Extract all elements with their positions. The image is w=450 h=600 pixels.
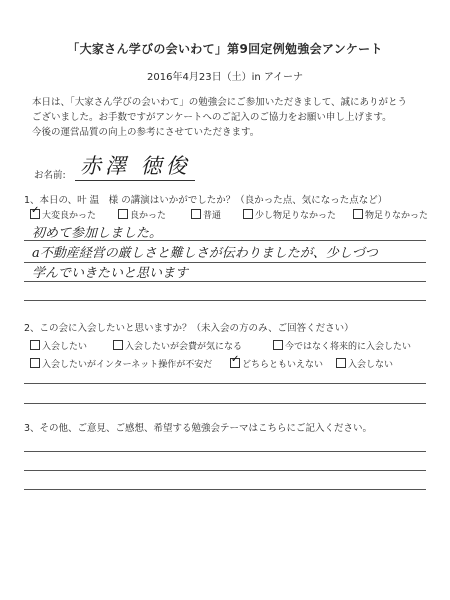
checkbox[interactable] <box>353 209 363 219</box>
q2-option[interactable]: 入会したいが会費が気になる <box>113 339 242 352</box>
q1-option[interactable]: ✓大変良かった <box>30 208 96 221</box>
checkbox[interactable] <box>30 340 40 350</box>
checkbox[interactable] <box>118 209 128 219</box>
answer-rule <box>24 383 426 384</box>
name-underline <box>75 180 195 181</box>
q1-question: 1、本日の、叶 温 様 の講演はいかがでしたか？（良かった点、気になった点など） <box>24 195 388 206</box>
q2-option[interactable]: 入会したいがインターネット操作が不安だ <box>30 357 212 370</box>
checkbox-checked[interactable] <box>30 209 40 219</box>
checkbox[interactable] <box>243 209 253 219</box>
q1-answer-line: a不動産経営の厳しさと難しさが伝わりましたが、少しづつ <box>32 246 378 261</box>
q2-option[interactable]: ✓ どちらともいえない <box>230 357 323 370</box>
answer-rule <box>24 451 426 452</box>
checkbox[interactable] <box>113 340 123 350</box>
checkbox[interactable] <box>191 209 201 219</box>
q2-option[interactable]: 入会しない <box>336 357 393 370</box>
q3-question: 3、その他、ご意見、ご感想、希望する勉強会テーマはこちらにご記入ください。 <box>24 423 373 434</box>
q1-answer-line: 学んでいきたいと思います <box>32 266 189 281</box>
answer-rule <box>24 240 426 241</box>
name-label: お名前: <box>34 170 66 181</box>
answer-rule <box>24 403 426 404</box>
name-handwritten: 赤澤 徳俊 <box>80 154 191 178</box>
answer-rule <box>24 489 426 490</box>
intro-line: 本日は、「大家さん学びの会いわて」の勉強会にご参加いただきまして、誠にありがとう <box>32 97 408 108</box>
q1-option[interactable]: 普通 <box>191 208 221 221</box>
checkbox-checked[interactable] <box>230 358 240 368</box>
answer-rule <box>24 281 426 282</box>
intro-line: 今後の運営品質の向上の参考にさせていただきます。 <box>32 127 260 138</box>
q1-option[interactable]: 良かった <box>118 208 166 221</box>
intro-line: ございました。お手数ですがアンケートへのご記入のご協力をお願い申し上げます。 <box>32 112 392 123</box>
q1-answer-line: 初めて参加しました。 <box>32 226 163 241</box>
checkbox[interactable] <box>273 340 283 350</box>
checkbox[interactable] <box>30 358 40 368</box>
intro-text <box>32 95 432 140</box>
page-title: 「大家さん学びの会いわて」第9回定例勉強会アンケート <box>67 42 383 56</box>
q2-question: 2、この会に入会したいと思いますか？（未入会の方のみ、ご回答ください） <box>24 323 354 334</box>
event-date-venue: 2016年4月23日（土）in アイーナ <box>147 72 303 83</box>
q2-option[interactable]: 入会したい <box>30 339 87 352</box>
q1-option[interactable]: 物足りなかった <box>353 208 428 221</box>
q1-option[interactable]: 少し物足りなかった <box>243 208 336 221</box>
answer-rule <box>24 470 426 471</box>
checkbox[interactable] <box>336 358 346 368</box>
answer-rule <box>24 300 426 301</box>
q2-option[interactable]: 今ではなく将来的に入会したい <box>273 339 411 352</box>
